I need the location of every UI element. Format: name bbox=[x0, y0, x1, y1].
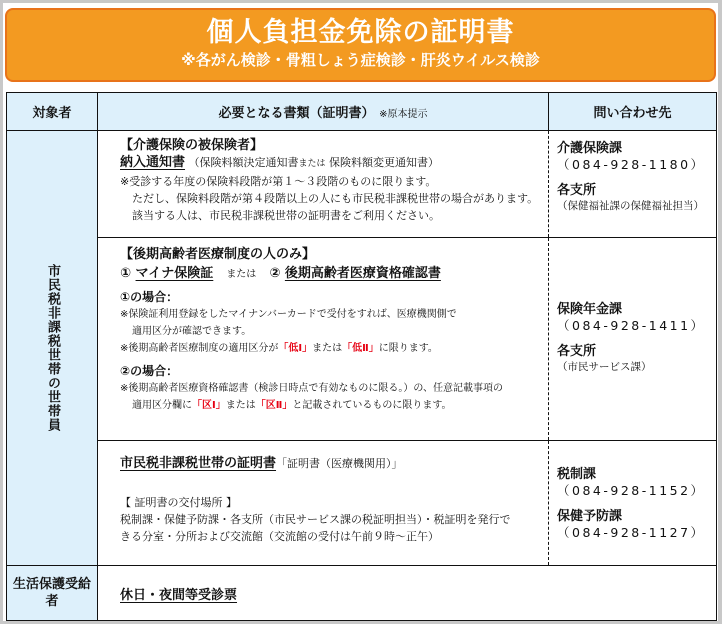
group-low-income: 市民税非課税世帯の世帯員 bbox=[7, 131, 98, 566]
title-banner bbox=[5, 8, 716, 82]
group-welfare: 生活保護受給者 bbox=[7, 566, 98, 621]
header-contact: 問い合わせ先 bbox=[549, 93, 717, 131]
table-row: 【後期高齢者医療制度の人のみ】 ① マイナ保険証 または ② 後期高齢者医療資格確認書 ①の場合： ※保険証利用登録をしたマイナンバーカードで受付をすれば、医療機関側で 適用区分が確認できます。 ※後期高齢者医療制度の適用区分が「低Ⅰ」または「低Ⅱ」に限ります。 ②の場合： ※後期高齢者医療資格確認書（検診日時点で有効なものに限る。）の、任意記載事項の 適用区分欄に「区Ⅰ」または「区Ⅱ」と記載されているものに限ります。 保険年金課 （084-928-1411） 各支所 （市民サービス課） bbox=[7, 238, 717, 441]
table-row: 市民税非課税世帯の世帯員 【介護保険の被保険者】 納入通知書 （保険料額決定通知書または 保険料額変更通知書） ※受診する年度の保険料段階が第１～３段階のものに限ります。 ただし、保険料段階が第４段階以上の人にも市民税非課税世帯の場合があります。 該当する人は、市民税非課税世帯の証明書をご利用ください。 介護保険課 （084-928-1180） 各支所 （保健福祉課の保健福祉担当） bbox=[7, 131, 717, 238]
certificate-table bbox=[6, 92, 717, 621]
header-documents: 必要となる書類（証明書） ※原本提示 bbox=[98, 93, 549, 131]
table-row: 生活保護受給者 休日・夜間等受診票 bbox=[7, 566, 717, 621]
header-target: 対象者 bbox=[7, 93, 98, 131]
page-title: 個人負担金免除の証明書 bbox=[206, 17, 515, 48]
page-subtitle: ※各がん検診・骨粗しょう症検診・肝炎ウイルス検診 bbox=[181, 51, 540, 69]
table-row: 市民税非課税世帯の証明書「証明書（医療機関用）」 【 証明書の交付場所 】 税制課・保健予防課・各支所（市民サービス課の税証明担当）・税証明を発行で きる分室・分所および交流館（交流館の受付は午前９時～正午） 税制課 （084-928-1152） 保健予防課 （084-928-1127） bbox=[7, 441, 717, 566]
table-header bbox=[7, 93, 717, 131]
